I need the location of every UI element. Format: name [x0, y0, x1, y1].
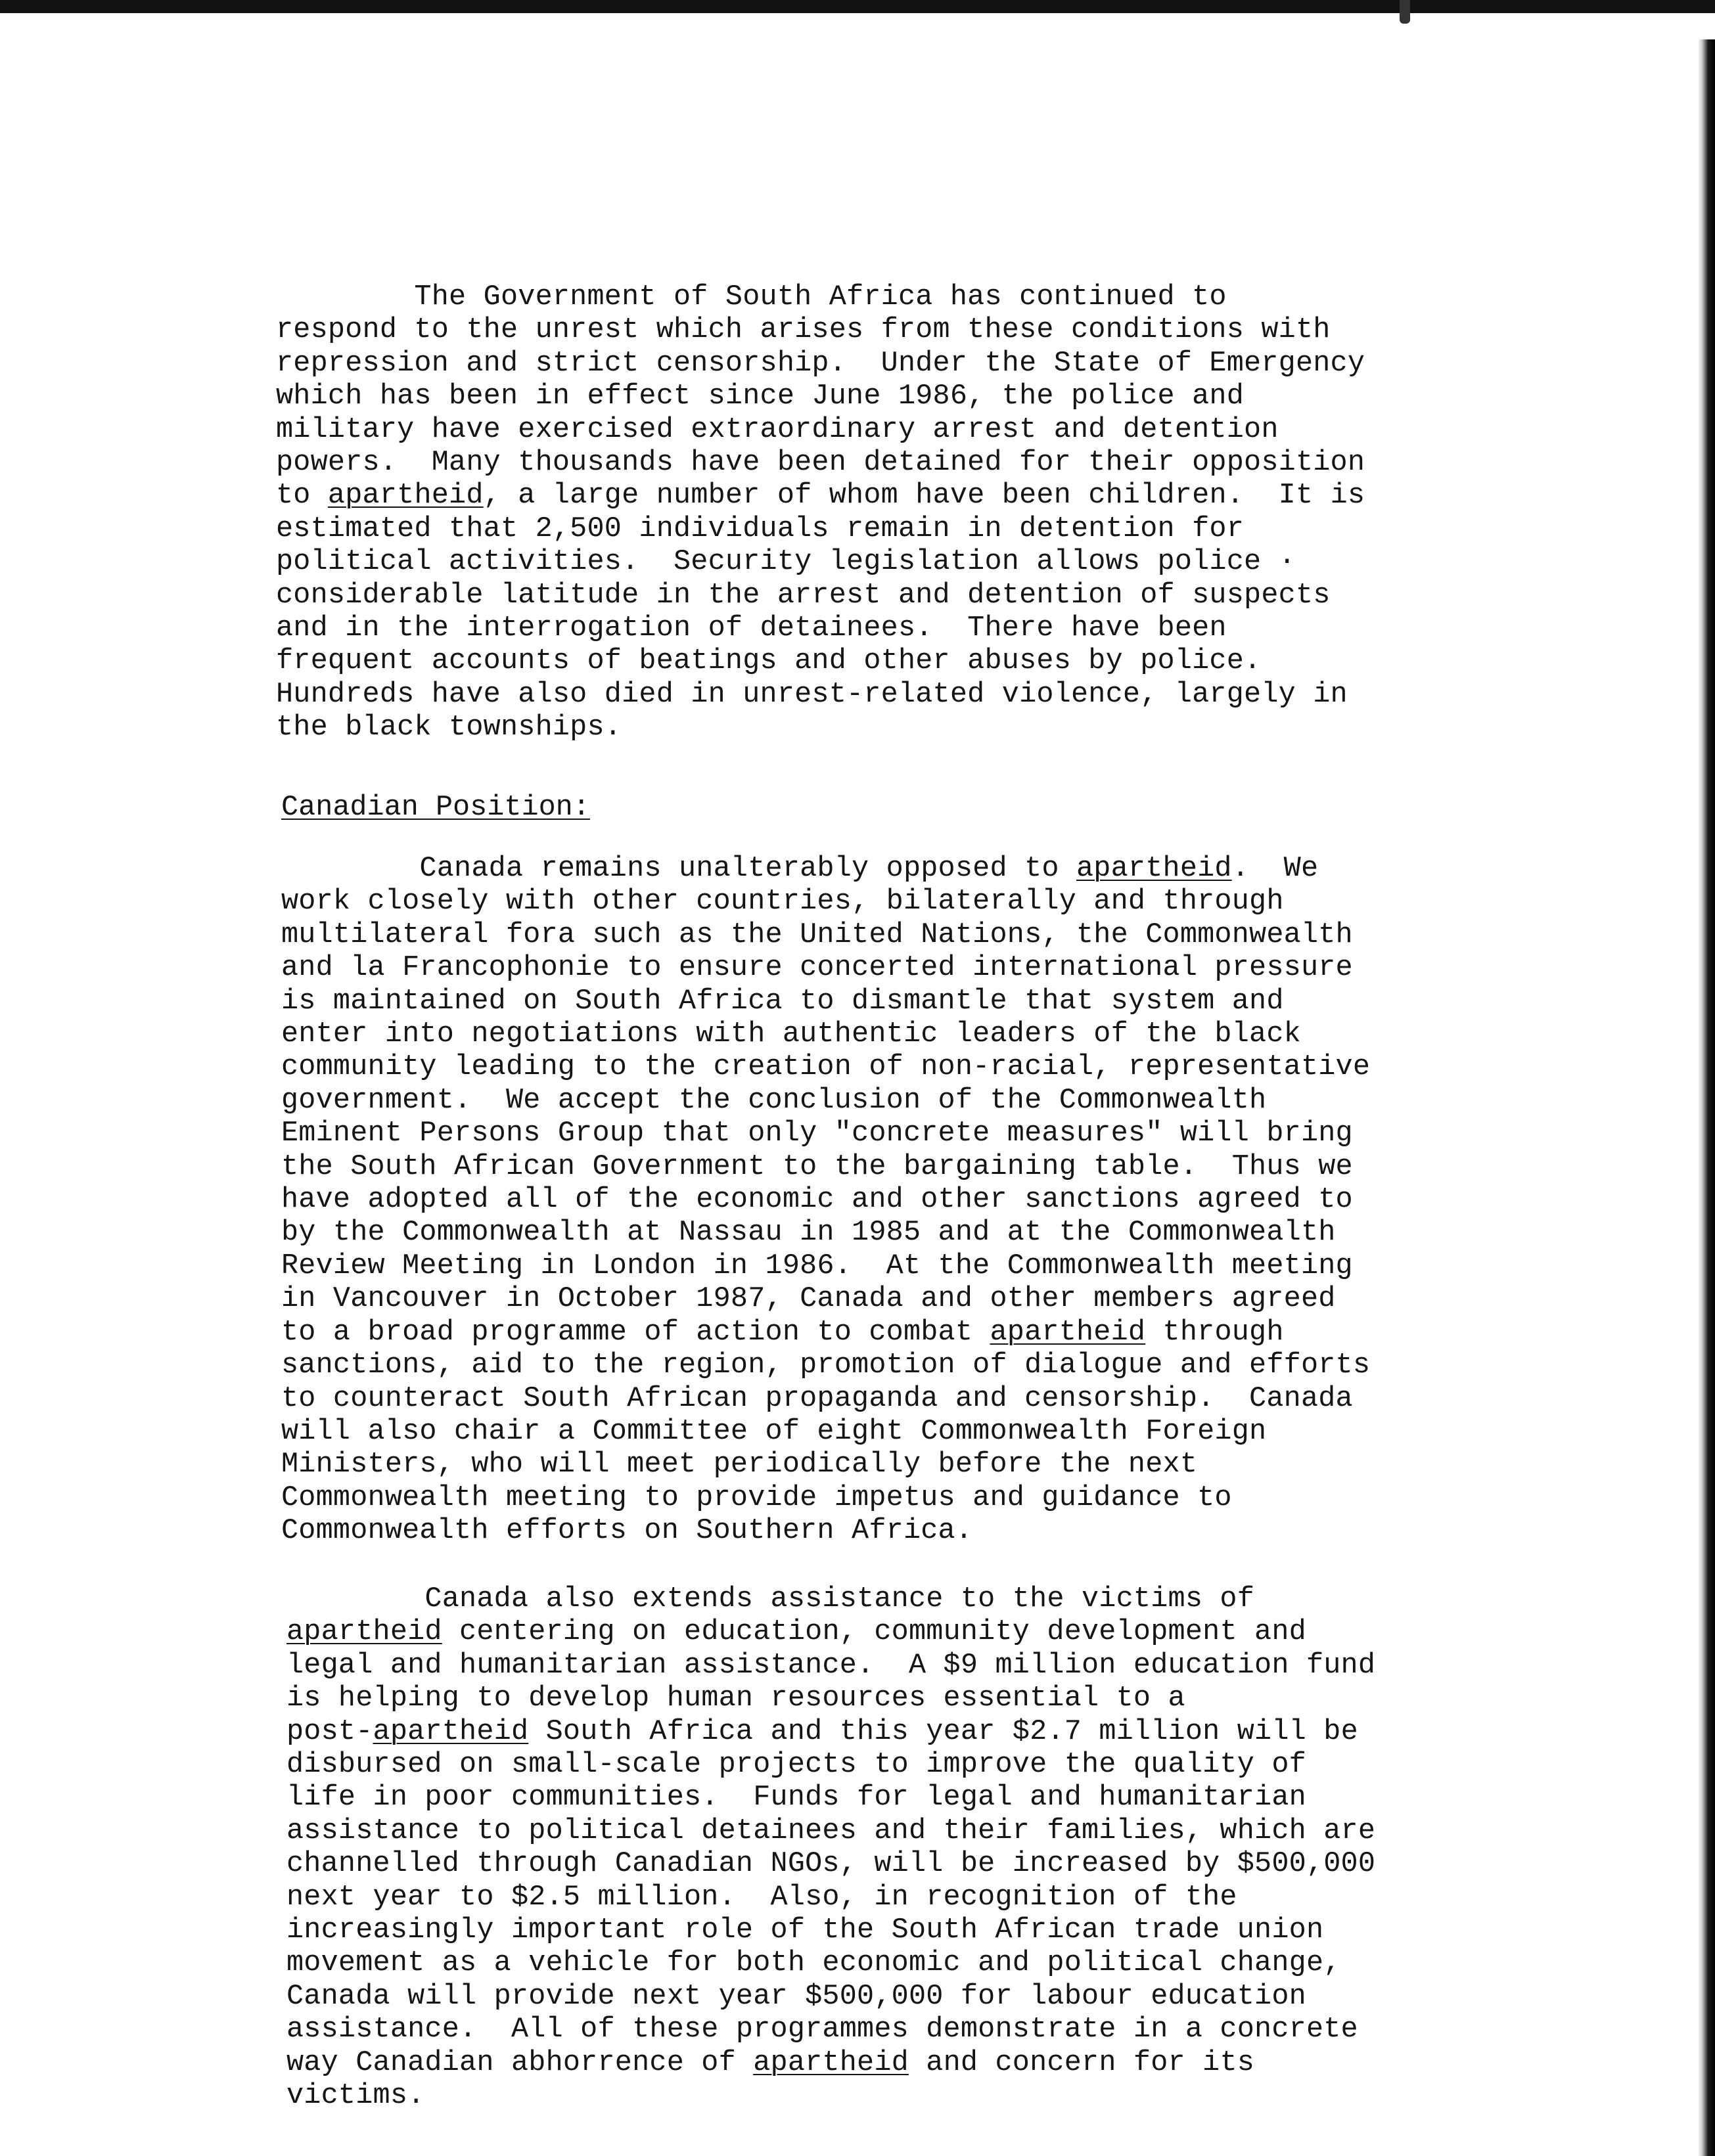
text-line: post-apartheid South Africa and this year $2.7 million will be — [286, 1715, 1358, 1748]
text-line: work closely with other countries, bilaterally and through — [281, 886, 1284, 918]
text-line: Canada remains unalterably opposed to apartheid. We — [281, 853, 1319, 885]
text-line: Ministers, who will meet periodically before the next — [281, 1449, 1198, 1481]
text-line: political activities. Security legislation allows police · — [276, 546, 1296, 579]
text-line: is maintained on South Africa to dismantle that system and — [281, 985, 1284, 1018]
text-line: movement as a vehicle for both economic and political change, — [286, 1947, 1341, 1980]
text-line: Canada also extends assistance to the victims of — [286, 1583, 1255, 1615]
text-line: legal and humanitarian assistance. A $9 million education fund — [286, 1649, 1376, 1682]
section-heading-text: Canadian Position: — [281, 792, 590, 824]
text-line: disbursed on small-scale projects to improve the quality of — [286, 1749, 1306, 1782]
text-line: assistance to political detainees and their families, which are — [286, 1814, 1376, 1847]
text-line: enter into negotiations with authentic leaders of the black — [281, 1018, 1301, 1051]
text-line: Hundreds have also died in unrest-related violence, largely in — [276, 678, 1348, 711]
text-line: the South African Government to the bargaining table. Thus we — [281, 1150, 1353, 1183]
text-line: military have exercised extraordinary arrest and detention — [276, 413, 1279, 446]
text-line: to counteract South African propaganda and censorship. Canada — [281, 1382, 1353, 1415]
text-line: will also chair a Committee of eight Commonwealth Foreign — [281, 1415, 1267, 1448]
text-line: The Government of South Africa has continued to — [276, 281, 1227, 313]
text-line: increasingly important role of the South African trade union — [286, 1914, 1324, 1947]
text-line: have adopted all of the economic and other sanctions agreed to — [281, 1184, 1353, 1217]
text-line: apartheid centering on education, community development and — [286, 1616, 1306, 1649]
text-line: considerable latitude in the arrest and detention of suspects — [276, 579, 1331, 612]
text-line: multilateral fora such as the United Nations, the Commonwealth — [281, 918, 1353, 951]
text-line: victims. — [286, 2080, 425, 2113]
text-line: Review Meeting in London in 1986. At the Commonwealth meeting — [281, 1249, 1353, 1282]
text-line: Eminent Persons Group that only "concrete measures" will bring — [281, 1117, 1353, 1150]
text-line: sanctions, aid to the region, promotion of dialogue and efforts — [281, 1349, 1371, 1382]
text-line: way Canadian abhorrence of apartheid and concern for its — [286, 2046, 1255, 2079]
paragraph-canadian-position — [281, 853, 1370, 1548]
scan-top-border — [0, 0, 1715, 13]
text-line: powers. Many thousands have been detained for their opposition — [276, 447, 1365, 480]
scan-top-mark — [1400, 0, 1410, 24]
text-line: life in poor communities. Funds for legal and humanitarian — [286, 1782, 1306, 1814]
text-line: respond to the unrest which arises from these conditions with — [276, 314, 1331, 347]
text-line: in Vancouver in October 1987, Canada and other members agreed — [281, 1283, 1336, 1316]
text-line: Commonwealth meeting to provide impetus and guidance to — [281, 1481, 1232, 1514]
text-line: next year to $2.5 million. Also, in recognition of the — [286, 1881, 1237, 1914]
text-line: government. We accept the conclusion of the Commonwealth — [281, 1084, 1267, 1117]
text-line: to apartheid, a large number of whom have been children. It is — [276, 480, 1365, 512]
paragraph-canadian-assistance — [286, 1583, 1375, 2113]
paragraph-government-response — [276, 281, 1365, 745]
text-line: assistance. All of these programmes demonstrate in a concrete — [286, 2013, 1358, 2046]
text-line: the black townships. — [276, 711, 622, 744]
text-line: and in the interrogation of detainees. There have been — [276, 612, 1227, 645]
text-line: estimated that 2,500 individuals remain in detention for — [276, 512, 1245, 545]
text-line: community leading to the creation of non-racial, representative — [281, 1051, 1371, 1084]
text-line: which has been in effect since June 1986, the police and — [276, 380, 1245, 413]
text-line: channelled through Canadian NGOs, will be increased by $500,000 — [286, 1848, 1376, 1881]
text-line: Commonwealth efforts on Southern Africa. — [281, 1515, 973, 1548]
text-line: repression and strict censorship. Under the State of Emergency — [276, 347, 1365, 380]
text-line: frequent accounts of beatings and other abuses by police. — [276, 645, 1262, 678]
text-line: to a broad programme of action to combat apartheid through — [281, 1316, 1284, 1349]
scan-right-edge — [1698, 39, 1715, 2156]
text-line: by the Commonwealth at Nassau in 1985 and at the Commonwealth — [281, 1217, 1336, 1249]
text-line: and la Francophonie to ensure concerted international pressure — [281, 952, 1353, 985]
section-heading — [281, 792, 590, 824]
text-line: Canada will provide next year $500,000 for labour education — [286, 1980, 1306, 2013]
text-line: is helping to develop human resources essential to a — [286, 1682, 1185, 1715]
